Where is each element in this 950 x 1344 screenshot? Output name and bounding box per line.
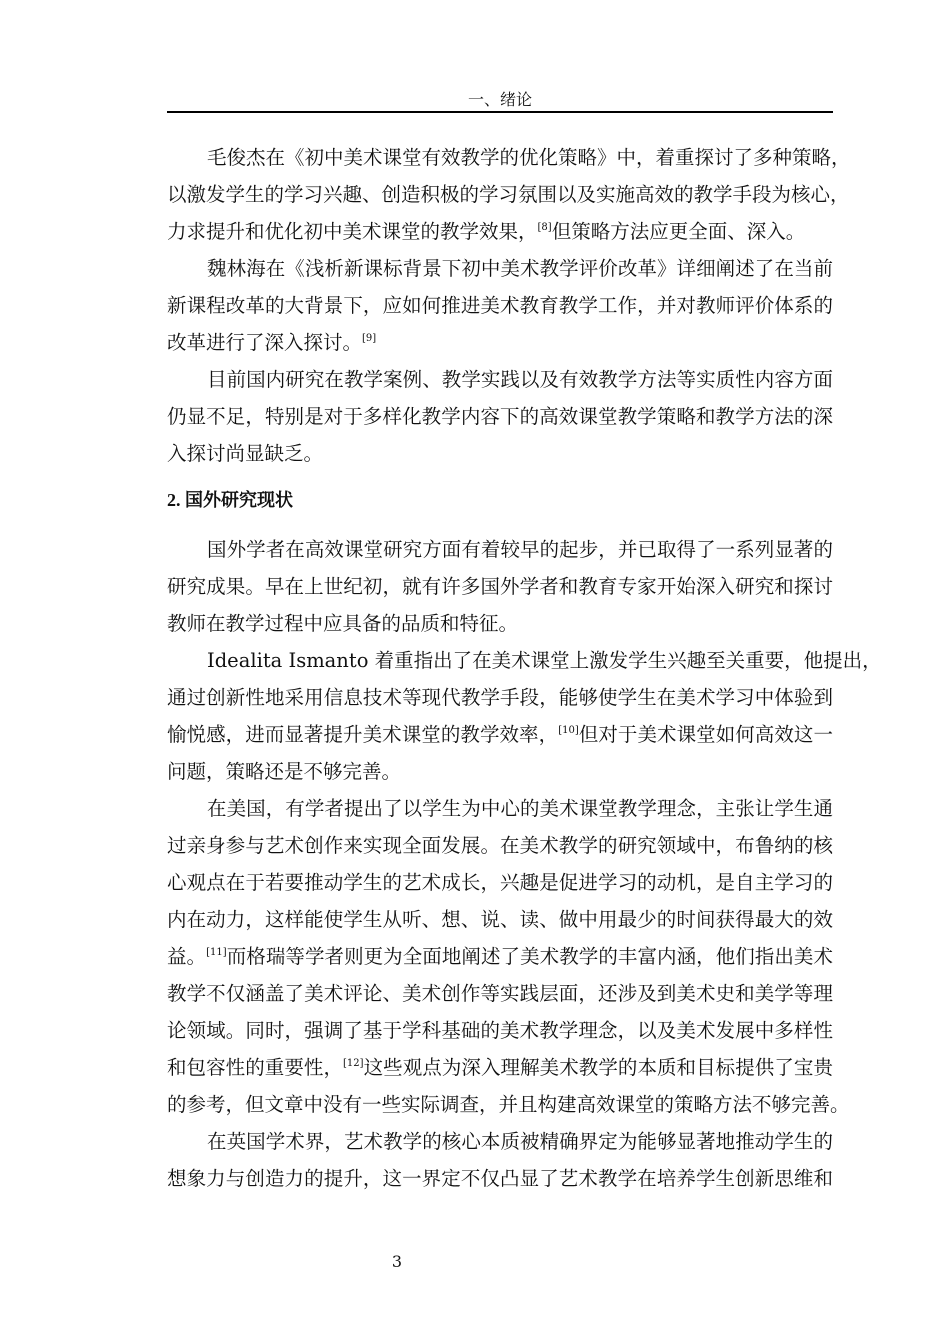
citation-marker: [11] <box>206 947 227 958</box>
document-body <box>167 139 882 1197</box>
text-line: 通过创新性地采用信息技术等现代教学手段，能够使学生在美术学习中体验到 <box>167 686 833 709</box>
paragraph <box>167 1123 833 1197</box>
paragraph <box>167 531 833 642</box>
citation-marker: [9] <box>362 333 377 344</box>
text-line: 改革进行了深入探讨。[9] <box>167 331 377 354</box>
text-line: 目前国内研究在教学案例、教学实践以及有效教学方法等实质性内容方面 <box>207 368 833 391</box>
text-line: 魏林海在《浅析新课标背景下初中美术教学评价改革》详细阐述了在当前 <box>207 257 833 280</box>
text-line: 研究成果。早在上世纪初，就有许多国外学者和教育专家开始深入研究和探讨 <box>167 575 833 598</box>
text-line: Idealita Ismanto 着重指出了在美术课堂上激发学生兴趣至关重要，他提出， <box>207 649 882 672</box>
text-line: 入探讨尚显缺乏。 <box>167 442 324 465</box>
citation-marker: [10] <box>558 725 579 736</box>
section-heading: 2. 国外研究现状 <box>167 490 293 510</box>
text-line: 新课程改革的大背景下，应如何推进美术教育教学工作，并对教师评价体系的 <box>167 294 833 317</box>
header-rule <box>167 111 833 113</box>
text-line: 在美国，有学者提出了以学生为中心的美术课堂教学理念，主张让学生通 <box>207 797 833 820</box>
text-line: 国外学者在高效课堂研究方面有着较早的起步，并已取得了一系列显著的 <box>207 538 833 561</box>
paragraph <box>167 139 851 250</box>
text-line: 教学不仅涵盖了美术评论、美术创作等实践层面，还涉及到美术史和美学等理 <box>167 982 833 1005</box>
text-line: 在英国学术界，艺术教学的核心本质被精确界定为能够显著地推动学生的 <box>207 1130 833 1153</box>
text-line: 论领域。同时，强调了基于学科基础的美术教学理念，以及美术发展中多样性 <box>167 1019 833 1042</box>
running-header: 一、绪论 <box>467 90 532 109</box>
text-line: 内在动力，这样能使学生从听、想、说、读、做中用最少的时间获得最大的效 <box>167 908 833 931</box>
text-line: 毛俊杰在《初中美术课堂有效教学的优化策略》中，着重探讨了多种策略， <box>207 146 851 169</box>
citation-marker: [12] <box>343 1058 364 1069</box>
paragraph <box>167 250 833 361</box>
text-line: 益。[11]而格瑞等学者则更为全面地阐述了美术教学的丰富内涵，他们指出美术 <box>167 945 833 968</box>
paragraph <box>167 642 882 790</box>
text-line: 愉悦感，进而显著提升美术课堂的教学效率，[10]但对于美术课堂如何高效这一 <box>167 723 833 746</box>
text-line: 力求提升和优化初中美术课堂的教学效果，[8]但策略方法应更全面、深入。 <box>167 220 806 243</box>
text-line: 想象力与创造力的提升，这一界定不仅凸显了艺术教学在培养学生创新思维和 <box>167 1167 833 1190</box>
text-line: 心观点在于若要推动学生的艺术成长，兴趣是促进学习的动机，是自主学习的 <box>167 871 833 894</box>
citation-marker: [8] <box>537 222 552 233</box>
text-line: 仍显不足，特别是对于多样化教学内容下的高效课堂教学策略和教学方法的深 <box>167 405 833 428</box>
paragraph <box>167 361 833 472</box>
text-line: 过亲身参与艺术创作来实现全面发展。在美术教学的研究领域中，布鲁纳的核 <box>167 834 833 857</box>
page-number: 3 <box>391 1252 403 1271</box>
text-line: 教师在教学过程中应具备的品质和特征。 <box>167 612 519 635</box>
text-line: 的参考，但文章中没有一些实际调查，并且构建高效课堂的策略方法不够完善。 <box>167 1093 850 1116</box>
paragraph <box>167 790 850 1123</box>
text-line: 和包容性的重要性，[12]这些观点为深入理解美术教学的本质和目标提供了宝贵 <box>167 1056 833 1079</box>
text-line: 问题，策略还是不够完善。 <box>167 760 402 783</box>
text-line: 以激发学生的学习兴趣、创造积极的学习氛围以及实施高效的教学手段为核心， <box>167 183 850 206</box>
